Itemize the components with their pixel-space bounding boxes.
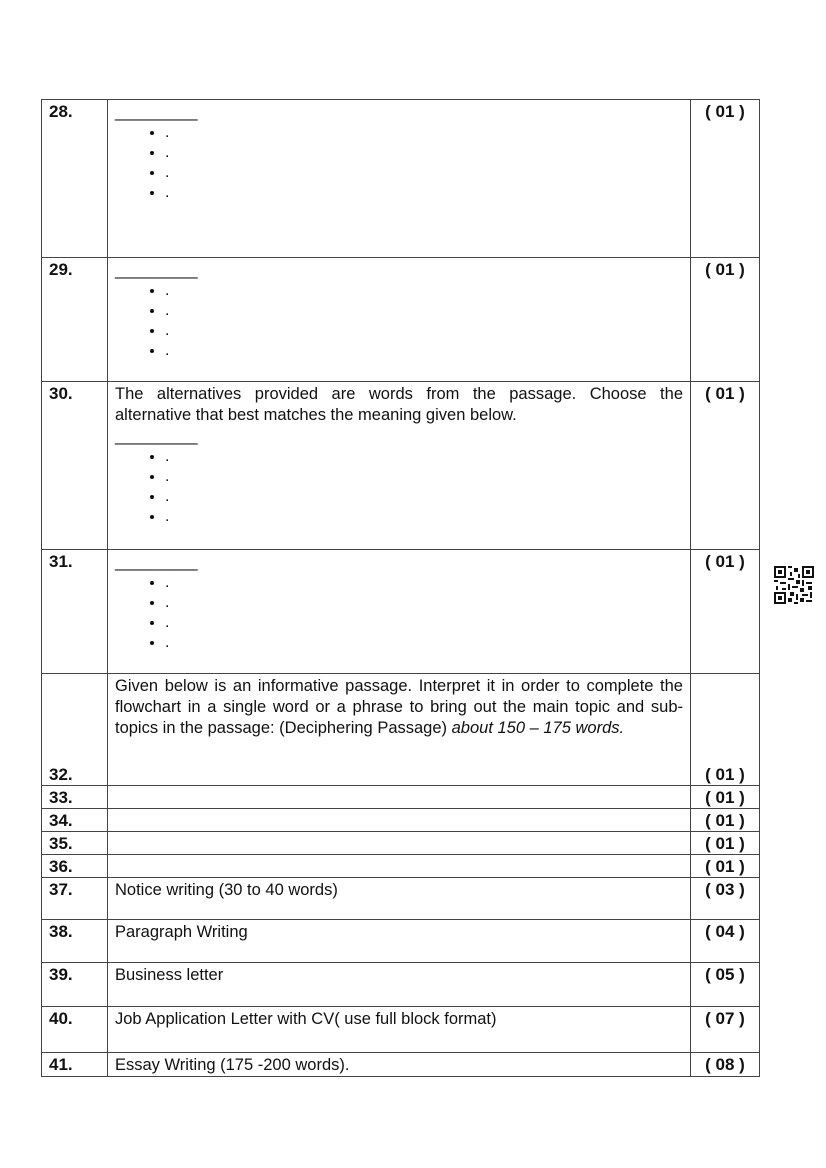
question-number: 35. (42, 832, 108, 855)
marks: ( 01 ) (691, 382, 760, 550)
answer-blank: _________ (115, 261, 198, 279)
question-text: Essay Writing (175 -200 words). (108, 1053, 691, 1077)
list-item: • . (165, 633, 683, 653)
options-list (115, 281, 683, 361)
table-row (42, 1007, 760, 1053)
table-row (42, 382, 760, 550)
table-row (42, 878, 760, 920)
word-count-note: about 150 – 175 words. (451, 719, 625, 737)
question-body (108, 100, 691, 258)
table-row (42, 786, 760, 809)
marks: ( 07 ) (691, 1007, 760, 1053)
question-number: 33. (42, 786, 108, 809)
marks: ( 01 ) (691, 100, 760, 258)
question-body (108, 786, 691, 809)
question-number: 41. (42, 1053, 108, 1077)
answer-blank: _________ (115, 103, 198, 121)
question-number: 38. (42, 920, 108, 963)
question-table (41, 99, 760, 1077)
marks: ( 01 ) (691, 674, 760, 786)
marks: ( 01 ) (691, 809, 760, 832)
table-row (42, 258, 760, 382)
marks: ( 03 ) (691, 878, 760, 920)
list-item: • . (165, 163, 683, 183)
question-number: 29. (42, 258, 108, 382)
question-body (108, 258, 691, 382)
question-body (108, 382, 691, 550)
question-number: 34. (42, 809, 108, 832)
question-text: Job Application Letter with CV( use full block format) (108, 1007, 691, 1053)
table-row (42, 100, 760, 258)
table-row (42, 963, 760, 1007)
marks: ( 08 ) (691, 1053, 760, 1077)
table-row (42, 920, 760, 963)
question-text: Business letter (108, 963, 691, 1007)
marks: ( 01 ) (691, 550, 760, 674)
list-item: • . (165, 487, 683, 507)
list-item: • . (165, 447, 683, 467)
marks: ( 04 ) (691, 920, 760, 963)
list-item: • . (165, 467, 683, 487)
table-row (42, 809, 760, 832)
list-item: • . (165, 507, 683, 527)
question-number: 36. (42, 855, 108, 878)
list-item: • . (165, 301, 683, 321)
question-body (108, 832, 691, 855)
options-list (115, 447, 683, 527)
answer-blank: _________ (115, 427, 198, 445)
marks: ( 01 ) (691, 258, 760, 382)
list-item: • . (165, 281, 683, 301)
list-item: • . (165, 573, 683, 593)
question-number: 39. (42, 963, 108, 1007)
question-text: The alternatives provided are words from the passage. Choose the alternative that best matches the meaning given below. (115, 385, 683, 424)
question-body (108, 674, 691, 786)
marks: ( 01 ) (691, 786, 760, 809)
question-number: 31. (42, 550, 108, 674)
table-row (42, 855, 760, 878)
table-row (42, 550, 760, 674)
qr-code-icon (774, 566, 814, 604)
list-item: • . (165, 613, 683, 633)
question-body (108, 550, 691, 674)
list-item: • . (165, 123, 683, 143)
question-number: 28. (42, 100, 108, 258)
options-list (115, 573, 683, 653)
question-number: 32. (42, 674, 108, 786)
question-body (108, 855, 691, 878)
list-item: • . (165, 183, 683, 203)
question-body (108, 809, 691, 832)
table-row (42, 674, 760, 786)
question-number: 37. (42, 878, 108, 920)
list-item: • . (165, 593, 683, 613)
table-row (42, 832, 760, 855)
options-list (115, 123, 683, 203)
list-item: • . (165, 341, 683, 361)
question-text: Given below is an informative passage. Interpret it in order to complete the flowchart in a single word or a phrase to bring out the main topic and sub-topics in the passage: (Deciphering Passage) about 150 – 175 words. (115, 677, 683, 737)
question-text: Notice writing (30 to 40 words) (108, 878, 691, 920)
answer-blank: _________ (115, 553, 198, 571)
list-item: • . (165, 321, 683, 341)
list-item: • . (165, 143, 683, 163)
marks: ( 01 ) (691, 832, 760, 855)
question-text: Paragraph Writing (108, 920, 691, 963)
question-number: 30. (42, 382, 108, 550)
marks: ( 01 ) (691, 855, 760, 878)
marks: ( 05 ) (691, 963, 760, 1007)
table-row (42, 1053, 760, 1077)
question-number: 40. (42, 1007, 108, 1053)
